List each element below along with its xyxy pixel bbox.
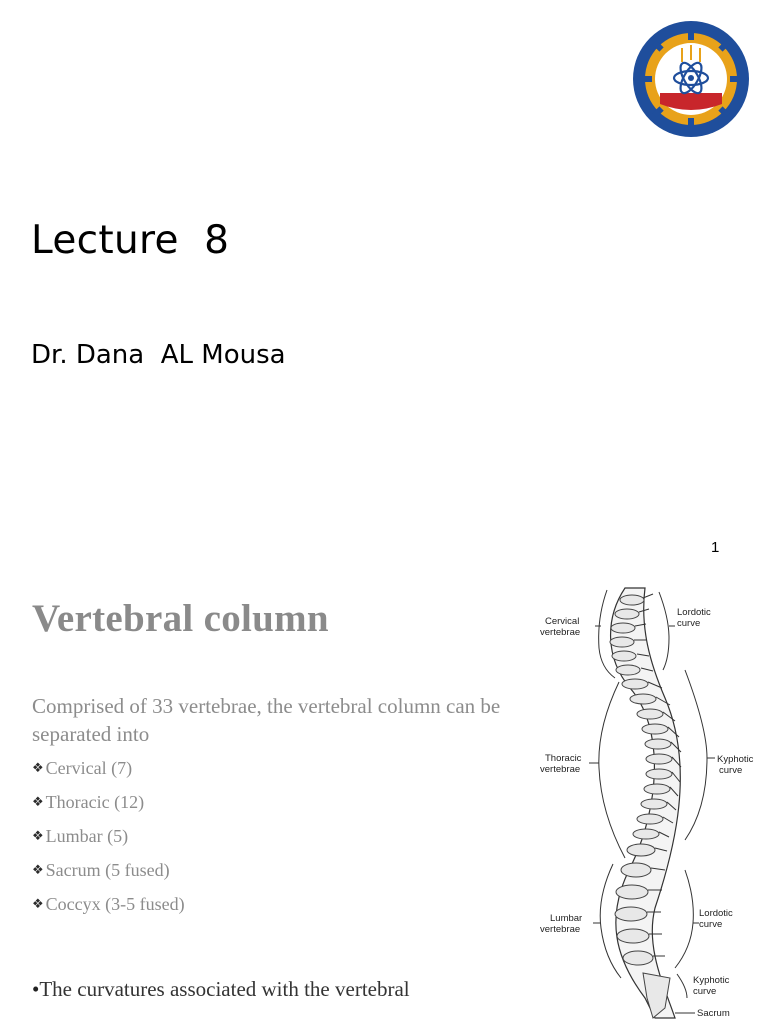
label-cervical-2: vertebrae	[540, 627, 581, 638]
bullet-dot-icon: •	[32, 977, 40, 1001]
label-lumbar-2: vertebrae	[540, 924, 581, 935]
diamond-bullet-icon: ❖	[32, 760, 44, 775]
list-item	[32, 894, 185, 928]
label-kyphotic-top-1: Kyphotic	[717, 754, 754, 765]
lecture-title: Lecture 8	[31, 218, 230, 263]
spine-illustration	[535, 578, 768, 1024]
label-lordotic-bottom-2: curve	[699, 919, 723, 930]
label-lordotic-bottom-1: Lordotic	[699, 908, 733, 919]
lecturer-name: Dr. Dana AL Mousa	[31, 340, 286, 370]
vertebrae-list	[32, 758, 185, 928]
curvature-text	[32, 975, 532, 1003]
list-item	[32, 758, 185, 792]
label-lordotic-top-2: curve	[677, 618, 701, 629]
list-item-label: Thoracic (12)	[45, 792, 145, 812]
label-cervical-1: Cervical	[545, 616, 580, 627]
content-slide	[0, 570, 768, 1024]
label-thoracic-1: Thoracic	[545, 753, 582, 764]
page-number: 1	[711, 539, 720, 556]
label-lumbar-1: Lumbar	[550, 913, 583, 924]
slide-heading: Vertebral column	[32, 597, 329, 640]
diamond-bullet-icon: ❖	[32, 828, 44, 843]
intro-text: Comprised of 33 vertebrae, the vertebral column can be separated into	[32, 694, 501, 746]
list-item	[32, 860, 185, 894]
list-item-label: Cervical (7)	[45, 758, 133, 778]
list-item	[32, 826, 185, 860]
label-kyphotic-bottom-1: Kyphotic	[693, 975, 730, 986]
curvature-text-label: The curvatures associated with the vertebral	[39, 977, 410, 1001]
list-item-label: Coccyx (3-5 fused)	[45, 894, 185, 914]
label-kyphotic-bottom-2: curve	[693, 986, 717, 997]
list-item-label: Lumbar (5)	[45, 826, 129, 846]
label-sacrum: Sacrum	[697, 1008, 730, 1019]
list-item	[32, 792, 185, 826]
list-item-label: Sacrum (5 fused)	[45, 860, 170, 880]
label-kyphotic-top-2: curve	[719, 765, 743, 776]
label-lordotic-top-1: Lordotic	[677, 607, 711, 618]
label-thoracic-2: vertebrae	[540, 764, 581, 775]
diamond-bullet-icon: ❖	[32, 794, 44, 809]
diamond-bullet-icon: ❖	[32, 862, 44, 877]
university-seal-icon	[630, 18, 752, 140]
diamond-bullet-icon: ❖	[32, 896, 44, 911]
